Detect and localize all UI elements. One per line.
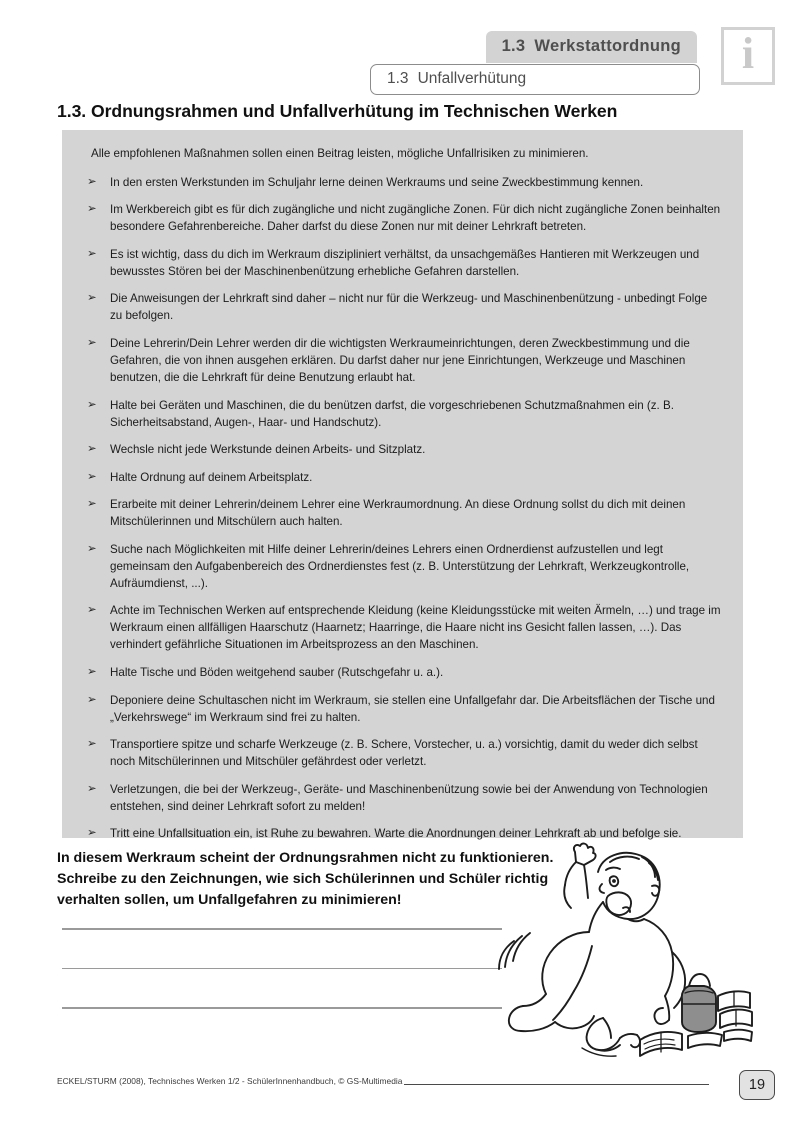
task-prompt: In diesem Werkraum scheint der Ordnungsrahmen nicht zu funktionieren. Schreibe zu den Zeichnungen, wie sich Schülerinnen und Schüler richtig verhalten sollen, um Unfallgefahren zu minimieren! [57, 850, 554, 909]
rule-item-text: Halte bei Geräten und Maschinen, die du benützen darfst, die vorgeschriebenen Schutzmaßnahmen ein (z. B. Sicherheitsabstand, Augen-, Haar- und Handschutz). [110, 398, 674, 429]
rule-item [84, 290, 721, 324]
chapter-tab-number: 1.3 [501, 37, 526, 55]
rule-item [84, 736, 721, 770]
rules-intro-text: Alle empfohlenen Maßnahmen sollen einen Beitrag leisten, mögliche Unfallrisiken zu minimieren. [91, 147, 589, 160]
rule-item-text: Achte im Technischen Werken auf entsprechende Kleidung (keine Kleidungsstücke mit weiten Ärmeln, …) und trage im Werkraum einen allfälligen Haarschutz (Haarnetz; Haarringe, die Haare nicht ins Gesicht fallen lassen, …). Das verhindert gefährliche Situationen im Arbeitsprozess an den Maschinen. [110, 604, 721, 652]
rule-item-text: Transportiere spitze und scharfe Werkzeuge (z. B. Schere, Vorstecher, u. a.) vorsichtig, damit du weder dich selbst noch Mitschülerinnen und Mitschüler gefährdest oder verletzt. [110, 738, 698, 769]
arrow-bullet-icon: ➢ [87, 665, 97, 678]
rule-item [84, 397, 721, 431]
rule-item-text: Tritt eine Unfallsituation ein, ist Ruhe zu bewahren. Warte die Anordnungen deiner Lehrkraft ab und befolge sie. [110, 827, 682, 841]
rule-item [84, 441, 721, 458]
page-header [0, 0, 800, 100]
rule-item-text: Erarbeite mit deiner Lehrerin/deinem Lehrer eine Werkraumordnung. An diese Ordnung sollst du dich mit deinen Mitschülerinnen und Mitschülern auch halten. [110, 498, 686, 529]
rule-item-text: In den ersten Werkstunden im Schuljahr lerne deinen Werkraums und seine Zweckbestimmung kennen. [110, 175, 644, 189]
arrow-bullet-icon: ➢ [87, 738, 97, 751]
page-footer [0, 1070, 800, 1130]
rule-item-text: Suche nach Möglichkeiten mit Hilfe deiner Lehrerin/deines Lehrers einen Ordnerdienst aufzustellen und legt gemeinsam den Aufgabenbereich des Ordnerdienstes fest (z. B. Unterstützung der Lehrkraft, Werkzeugkontrolle, Aufräumdienst, ...). [110, 542, 690, 590]
arrow-bullet-icon: ➢ [87, 498, 97, 511]
chapter-tab-label: Werkstattordnung [534, 37, 681, 55]
rule-item-text: Verletzungen, die bei der Werkzeug-, Geräte- und Maschinenbenützung sowie bei der Anwendung von Technologien entstehen, sind deiner Lehrkraft sofort zu melden! [110, 782, 708, 813]
footer-divider [404, 1084, 709, 1085]
rule-item-text: Deponiere deine Schultaschen nicht im Werkraum, sie stellen eine Unfallgefahr dar. Die Arbeitsflächen der Tische und „Verkehrswege“ im Werkraum sind frei zu halten. [110, 693, 715, 724]
arrow-bullet-icon: ➢ [87, 827, 97, 840]
rule-item [84, 664, 721, 681]
answer-line[interactable] [62, 968, 502, 970]
rule-item-text: Halte Ordnung auf deinem Arbeitsplatz. [110, 470, 313, 484]
rule-item [84, 246, 721, 280]
info-icon: i [741, 29, 755, 78]
answer-lines[interactable] [62, 928, 502, 1009]
rules-list [84, 174, 721, 842]
section-tab [370, 64, 700, 95]
rule-item [84, 174, 721, 191]
section-tab-label: Unfallverhütung [417, 70, 527, 87]
rule-item [84, 692, 721, 726]
arrow-bullet-icon: ➢ [87, 782, 97, 795]
rule-item [84, 469, 721, 486]
arrow-bullet-icon: ➢ [87, 203, 97, 216]
arrow-bullet-icon: ➢ [87, 175, 97, 188]
rule-item [84, 335, 721, 386]
rules-panel [62, 130, 743, 841]
rule-item [84, 781, 721, 815]
arrow-bullet-icon: ➢ [87, 292, 97, 305]
arrow-bullet-icon: ➢ [87, 443, 97, 456]
arrow-bullet-icon: ➢ [87, 604, 97, 617]
arrow-bullet-icon: ➢ [87, 693, 97, 706]
chapter-tab [486, 31, 697, 63]
answer-line[interactable] [62, 928, 502, 930]
arrow-bullet-icon: ➢ [87, 247, 97, 260]
arrow-bullet-icon: ➢ [87, 398, 97, 411]
page-title: 1.3. Ordnungsrahmen und Unfallverhütung im Technischen Werken [57, 101, 618, 121]
answer-line[interactable] [62, 1007, 502, 1009]
section-tab-number: 1.3 [387, 70, 409, 87]
arrow-bullet-icon: ➢ [87, 337, 97, 350]
rule-item [84, 602, 721, 653]
rule-item-text: Im Werkbereich gibt es für dich zugängliche und nicht zugängliche Zonen. Für dich nicht zugängliche Zonen beinhalten besondere Gefahrenbereiche. Daher darfst du diese Zonen nur mit deiner Lehrkraft betreten. [110, 203, 721, 234]
rule-item-text: Halte Tische und Böden weitgehend sauber (Rutschgefahr u. a.). [110, 665, 444, 679]
rule-item [84, 496, 721, 530]
info-icon-box [721, 27, 775, 85]
arrow-bullet-icon: ➢ [87, 542, 97, 555]
arrow-bullet-icon: ➢ [87, 470, 97, 483]
rule-item [84, 201, 721, 235]
rule-item-text: Die Anweisungen der Lehrkraft sind daher – nicht nur für die Werkzeug- und Maschinenbenützung - unbedingt Folge zu befolgen. [110, 292, 708, 323]
page-number: 19 [739, 1070, 775, 1100]
student-slipping-on-banana-peel-illustration [492, 836, 757, 1061]
rule-item [84, 541, 721, 592]
rule-item-text: Es ist wichtig, dass du dich im Werkraum diszipliniert verhältst, da unsachgemäßes Hantieren mit Werkzeugen und bewusstes Stören bei der Maschinenbenützung erhebliche Gefahren darstellen. [110, 247, 700, 278]
rule-item-text: Deine Lehrerin/Dein Lehrer werden dir die wichtigsten Werkraumeinrichtungen, deren Zweckbestimmung und die Gefahren, die von ihnen ausgehen erklären. Du darfst daher nur jene Einrichtungen, Werkzeuge und Maschinen benutzen, die die Lehrkraft für deine Benutzung erlaubt hat. [110, 337, 690, 385]
footer-credit: ECKEL/STURM (2008), Technisches Werken 1/2 - SchülerInnenhandbuch, © GS-Multimedia [57, 1076, 403, 1086]
rule-item-text: Wechsle nicht jede Werkstunde deinen Arbeits- und Sitzplatz. [110, 443, 426, 457]
